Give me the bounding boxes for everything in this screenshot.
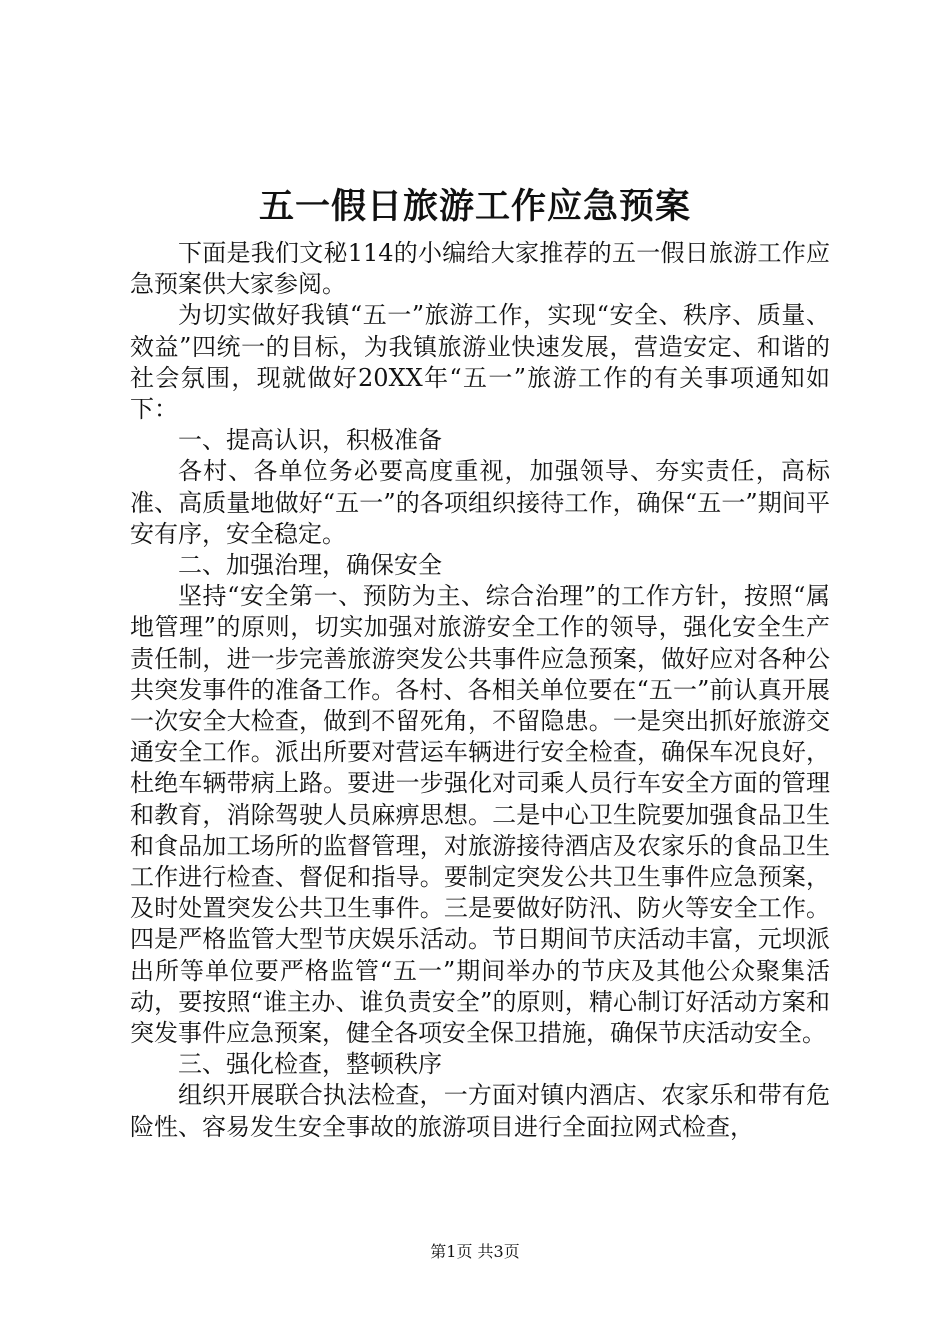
document-title: 五一假日旅游工作应急预案 (258, 186, 691, 227)
document-body (130, 238, 830, 1143)
paragraph-section-3: 组织开展联合执法检查，一方面对镇内酒店、农家乐和带有危险性、容易发生安全事故的旅游项目进行全面拉网式检查， (130, 1081, 830, 1141)
paragraph-purpose: 为切实做好我镇“五一”旅游工作，实现“安全、秩序、质量、效益”四统一的目标，为我镇旅游业快速发展，营造安定、和谐的社会氛围，现就做好20XX年“五一”旅游工作的有关事项通知如下： (130, 301, 830, 424)
paragraph-section-1: 各村、各单位务必要高度重视，加强领导、夯实责任，高标准、高质量地做好“五一”的各项组织接待工作，确保“五一”期间平安有序，安全稳定。 (130, 457, 830, 548)
section-heading-1: 一、提高认识，积极准备 (178, 426, 442, 455)
paragraph-intro: 下面是我们文秘114的小编给大家推荐的五一假日旅游工作应急预案供大家参阅。 (130, 239, 830, 299)
section-heading-3: 三、强化检查，整顿秩序 (178, 1050, 442, 1079)
page-footer: 第1页 共3页 (430, 1242, 520, 1261)
paragraph-section-2: 坚持“安全第一、预防为主、综合治理”的工作方针，按照“属地管理”的原则，切实加强对旅游安全工作的领导，强化安全生产责任制，进一步完善旅游突发公共事件应急预案，做好应对各种公共突发事件的准备工作。各村、各相关单位要在“五一”前认真开展一次安全大检查，做到不留死角，不留隐患。一是突出抓好旅游交通安全工作。派出所要对营运车辆进行安全检查，确保车况良好，杜绝车辆带病上路。要进一步强化对司乘人员行车安全方面的管理和教育，消除驾驶人员麻痹思想。二是中心卫生院要加强食品卫生和食品加工场所的监督管理，对旅游接待酒店及农家乐的食品卫生工作进行检查、督促和指导。要制定突发公共卫生事件应急预案，及时处置突发公共卫生事件。三是要做好防汛、防火等安全工作。四是严格监管大型节庆娱乐活动。节日期间节庆活动丰富，元坝派出所等单位要严格监管“五一”期间举办的节庆及其他公众聚集活动，要按照“谁主办、谁负责安全”的原则，精心制订好活动方案和突发事件应急预案，健全各项安全保卫措施，确保节庆活动安全。 (130, 582, 830, 1048)
section-heading-2: 二、加强治理，确保安全 (178, 551, 442, 580)
